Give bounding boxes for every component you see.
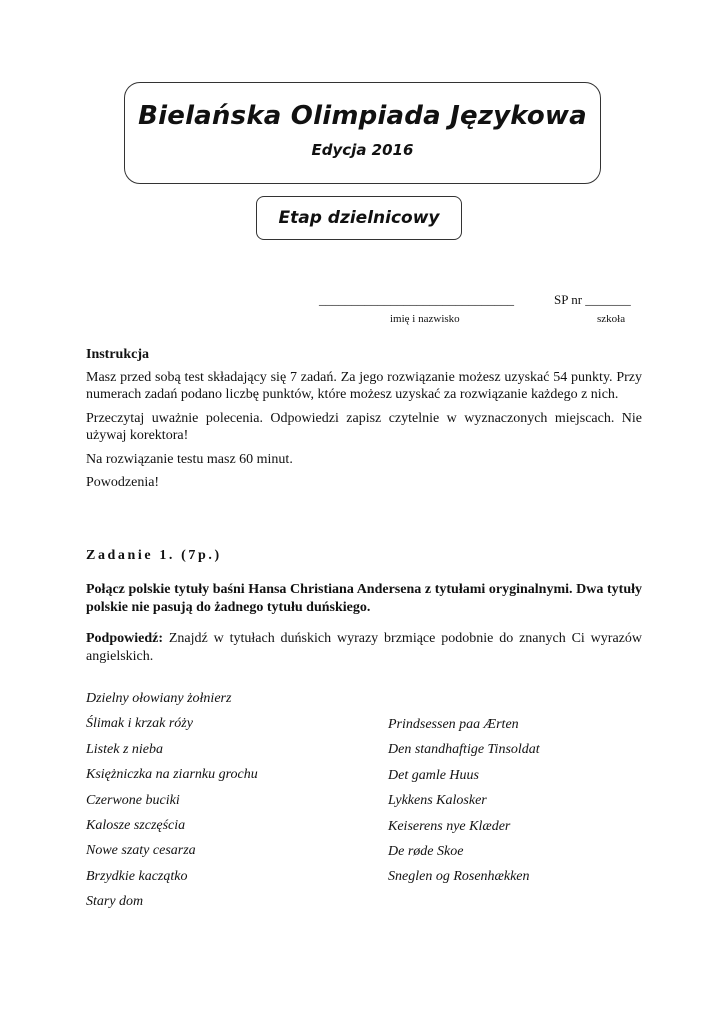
task1-hint [86, 630, 642, 665]
task1-heading: Zadanie 1. (7p.) [86, 548, 222, 563]
page-title: Bielańska Olimpiada Językowa [138, 101, 587, 131]
polish-title-item: Ślimak i krzak róży [86, 716, 193, 732]
instruction-paragraph: Przeczytaj uważnie polecenia. Odpowiedzi zapisz czytelnie w wyznaczonych miejscach. Nie używaj korektora! [86, 410, 642, 443]
name-caption: imię i nazwisko [390, 313, 460, 325]
polish-title-item: Księżniczka na ziarnku grochu [86, 767, 258, 783]
danish-title-item: Det gamle Huus [388, 767, 479, 783]
danish-title-item: Keiserens nye Klæder [388, 818, 511, 834]
polish-title-item: Kalosze szczęścia [86, 817, 186, 833]
name-field-line[interactable]: ______________________________ [319, 292, 514, 307]
instructions-heading: Instrukcja [86, 347, 150, 362]
danish-title-item: Den standhaftige Tinsoldat [388, 742, 540, 758]
instructions-section [86, 346, 642, 498]
polish-title-item: Nowe szaty cesarza [86, 843, 196, 859]
title-box [124, 82, 601, 184]
danish-title-item: Sneglen og Rosenhækken [388, 869, 530, 885]
school-caption: szkoła [597, 313, 626, 325]
danish-titles-list [388, 716, 540, 894]
edition-label: Edycja 2016 [311, 141, 414, 159]
danish-title-item: De røde Skoe [388, 843, 464, 859]
instruction-paragraph: Masz przed sobą test składający się 7 zadań. Za jego rozwiązanie możesz uzyskać 54 punkty. Przy numerach zadań podano liczbę punktów, które możesz uzyskać za rozwiązanie każdego z nich. [86, 369, 642, 402]
polish-titles-list [86, 690, 258, 919]
polish-title-item: Stary dom [86, 894, 144, 910]
polish-title-item: Czerwone buciki [86, 792, 180, 808]
instruction-paragraph: Na rozwiązanie testu masz 60 minut. [86, 451, 293, 467]
stage-label: Etap dzielnicowy [278, 208, 440, 228]
hint-label: Podpowiedź: [86, 631, 163, 646]
polish-title-item: Brzydkie kaczątko [86, 868, 188, 884]
school-field-line[interactable]: SP nr _______ [554, 292, 631, 307]
danish-title-item: Lykkens Kalosker [388, 793, 487, 809]
hint-text: Znajdź w tytułach duńskich wyrazy brzmiące podobnie do znanych Ci wyrazów angielskich. [86, 631, 642, 664]
polish-title-item: Dzielny ołowiany żołnierz [86, 691, 232, 706]
polish-title-item: Listek z nieba [86, 741, 163, 757]
instruction-paragraph: Powodzenia! [86, 475, 160, 490]
task1-instruction: Połącz polskie tytuły baśni Hansa Christiana Andersena z tytułami oryginalnymi. Dwa tytuły polskie nie pasują do żadnego tytułu duńskiego. [86, 582, 642, 615]
danish-title-item: Prindsessen paa Ærten [388, 717, 519, 732]
stage-box [256, 196, 462, 240]
